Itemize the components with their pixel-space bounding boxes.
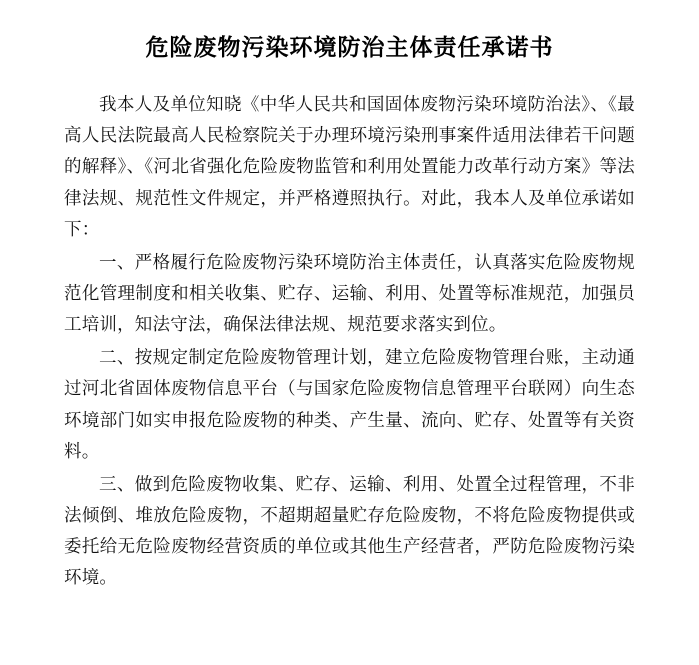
- page-title: 危险废物污染环境防治主体责任承诺书: [145, 34, 554, 61]
- paragraph-clause-1: 一、严格履行危险废物污染环境防治主体责任，认真落实危险废物规范化管理制度和相关收集、贮存、运输、利用、处置等标准规范，加强员工培训，知法守法，确保法律法规、规范要求落实到位。: [64, 252, 635, 336]
- paragraph-clause-2: 二、按规定制定危险废物管理计划，建立危险废物管理台账，主动通过河北省固体废物信息平台（与国家危险废物信息管理平台联网）向生态环境部门如实申报危险废物的种类、产生量、流向、贮存、处置等有关资料。: [64, 348, 635, 462]
- paragraph-intro: 我本人及单位知晓《中华人民共和国固体废物污染环境防治法》、《最高人民法院最高人民检察院关于办理环境污染刑事案件适用法律若干问题的解释》、《河北省强化危险废物监管和利用处置能力改革行动方案》等法律法规、规范性文件规定，并严格遵照执行。对此，我本人及单位承诺如下：: [64, 95, 635, 240]
- paragraph-clause-3: 三、做到危险废物收集、贮存、运输、利用、处置全过程管理，不非法倾倒、堆放危险废物，不超期超量贮存危险废物，不将危险废物提供或委托给无危险废物经营资质的单位或其他生产经营者，严防危险废物污染环境。: [64, 474, 635, 589]
